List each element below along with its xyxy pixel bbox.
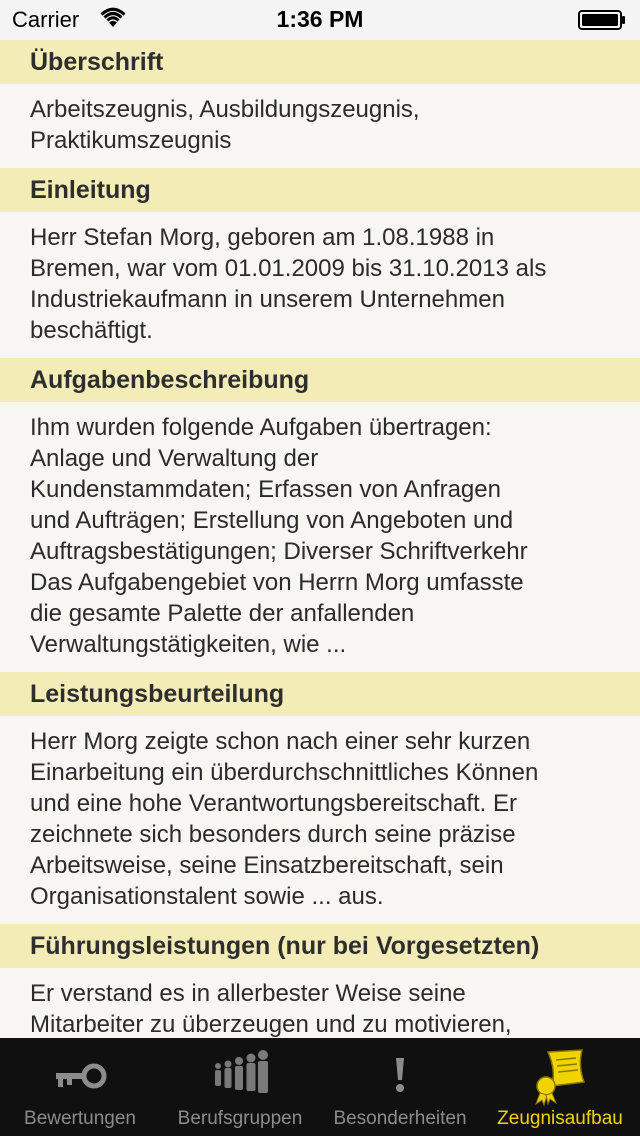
section-body	[0, 212, 640, 358]
battery-icon	[578, 10, 626, 30]
section-leistungsbeurteilung	[0, 672, 640, 924]
section-einleitung	[0, 168, 640, 358]
text-line: Mitarbeiter zu überzeugen und zu motivieren,	[30, 1011, 512, 1038]
section-aufgabenbeschreibung	[0, 358, 640, 672]
tab-label: Berufsgruppen	[177, 1108, 303, 1129]
text-line: beschäftigt.	[30, 317, 153, 344]
tab-bar	[0, 1038, 640, 1136]
tab-berufsgruppen[interactable]	[160, 1038, 320, 1136]
tab-zeugnisaufbau[interactable]	[480, 1038, 640, 1136]
text-line: Auftragsbestätigungen; Diverser Schriftverkehr	[30, 538, 528, 565]
text-line: Herr Morg zeigte schon nach einer sehr kurzen	[30, 728, 531, 755]
section-header: Aufgabenbeschreibung	[0, 358, 640, 402]
text-line: Herr Stefan Morg, geboren am 1.08.1988 in	[30, 224, 495, 251]
text-line: Praktikumszeugnis	[30, 127, 232, 154]
text-line: und eine hohe Verantwortungsbereitschaft. Er	[30, 790, 517, 817]
text-line: Arbeitszeugnis, Ausbildungszeugnis,	[30, 96, 420, 123]
text-line: Ihm wurden folgende Aufgaben übertragen:	[30, 414, 492, 441]
exclamation-icon	[368, 1046, 432, 1102]
section-header: Überschrift	[0, 40, 640, 84]
tab-label: Besonderheiten	[333, 1108, 467, 1129]
text-line: Verwaltungstätigkeiten, wie ...	[30, 631, 347, 658]
text-line: Das Aufgabengebiet von Herrn Morg umfasste	[30, 569, 524, 596]
section-body	[0, 402, 640, 672]
text-line: die gesamte Palette der anfallenden	[30, 600, 415, 627]
tab-bewertungen[interactable]	[0, 1038, 160, 1136]
section-body	[0, 84, 640, 168]
text-line: Bremen, war vom 01.01.2009 bis 31.10.2013 als	[30, 255, 547, 282]
certificate-icon	[528, 1046, 592, 1106]
text-line: Arbeitsweise, seine Einsatzbereitschaft, sein	[30, 852, 504, 879]
text-line: Einarbeitung ein überdurchschnittliches Können	[30, 759, 539, 786]
zeugnis-content[interactable]	[0, 40, 640, 1038]
section-body	[0, 716, 640, 924]
text-line: Industriekaufmann in unserem Unternehmen	[30, 286, 505, 313]
text-line: Organisationstalent sowie ... aus.	[30, 883, 384, 910]
clock: 1:36 PM	[276, 6, 364, 32]
text-line: Anlage und Verwaltung der	[30, 445, 319, 472]
status-bar	[0, 0, 640, 40]
section-header: Einleitung	[0, 168, 640, 212]
people-icon	[208, 1046, 272, 1102]
tab-label: Bewertungen	[24, 1108, 136, 1129]
tab-besonderheiten[interactable]	[320, 1038, 480, 1136]
text-line: und Aufträgen; Erstellung von Angeboten und	[30, 507, 514, 534]
tab-label: Zeugnisaufbau	[497, 1108, 623, 1129]
key-icon	[48, 1046, 112, 1102]
text-line: Er verstand es in allerbester Weise seine	[30, 980, 466, 1007]
section-header: Führungsleistungen (nur bei Vorgesetzten)	[0, 924, 640, 968]
text-line: Kundenstammdaten; Erfassen von Anfragen	[30, 476, 501, 503]
section-ueberschrift	[0, 40, 640, 168]
section-header: Leistungsbeurteilung	[0, 672, 640, 716]
carrier-label: Carrier	[12, 7, 80, 32]
text-line: zeichnete sich besonders durch seine präzise	[30, 821, 516, 848]
